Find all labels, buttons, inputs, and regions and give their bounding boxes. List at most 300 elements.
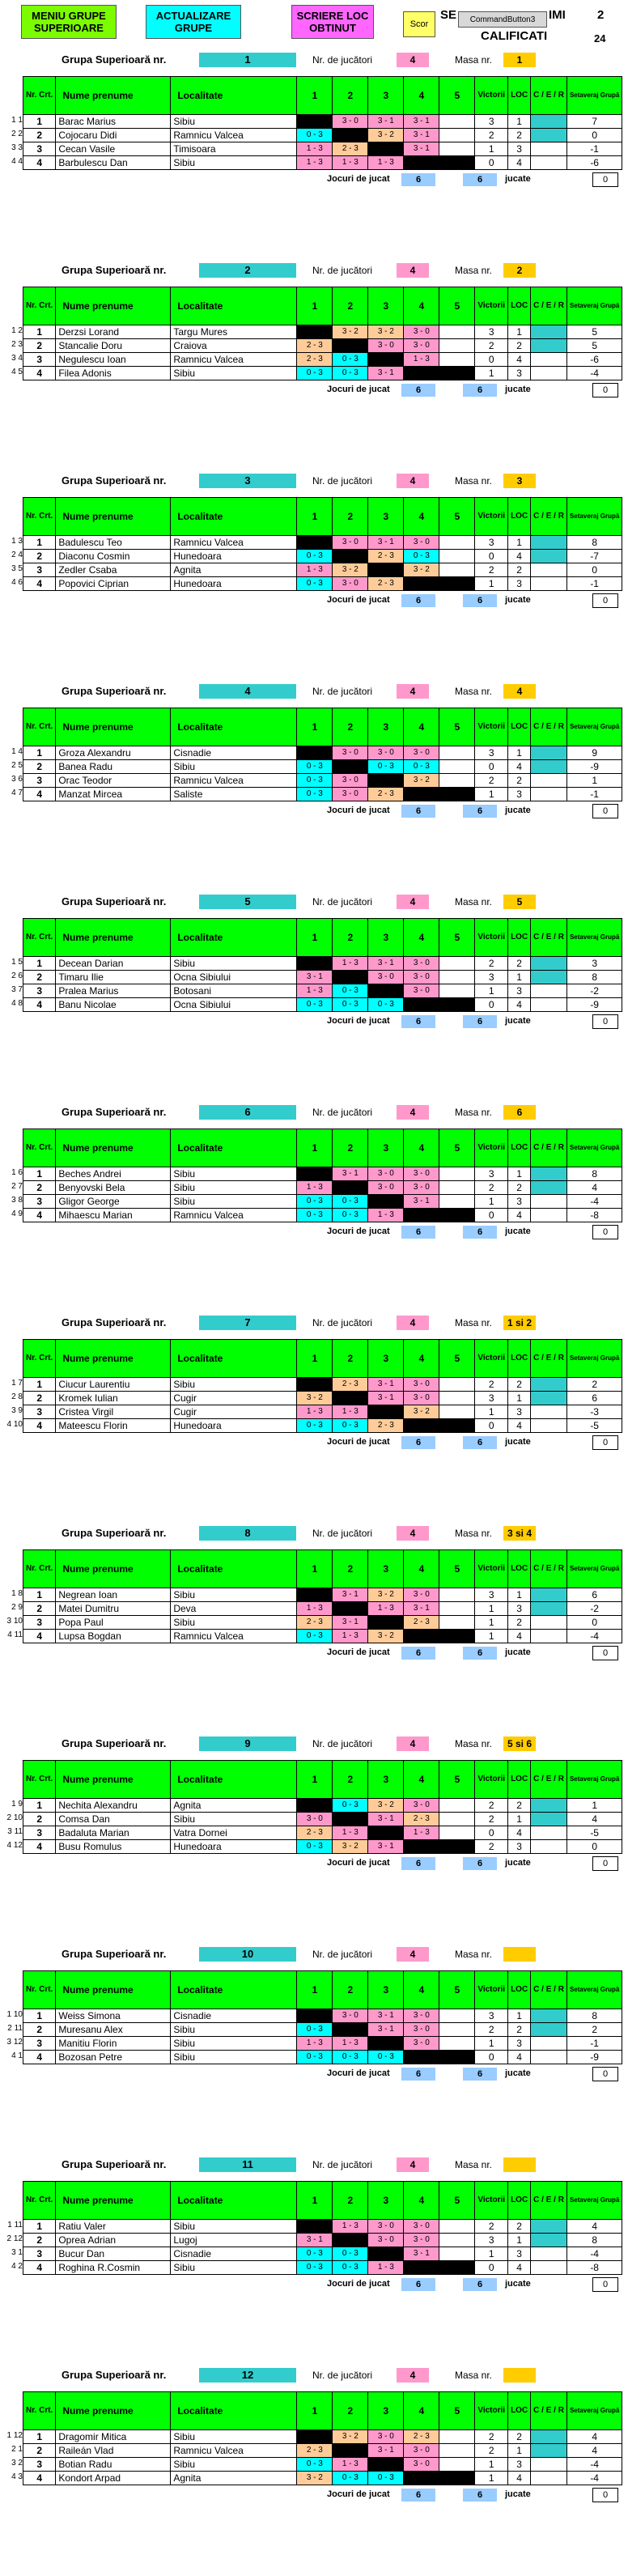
group-number[interactable]: 12 (199, 2368, 296, 2383)
score-cell[interactable]: 3 - 0 (404, 1392, 439, 1405)
score-cell[interactable]: 0 - 3 (297, 1209, 333, 1222)
locality-cell[interactable]: Ramnicu Valcea (171, 1630, 297, 1643)
locality-cell[interactable]: Sibiu (171, 156, 297, 170)
cer-cell[interactable] (531, 2458, 567, 2472)
score-cell[interactable]: 0 - 3 (297, 2261, 333, 2275)
score-cell[interactable]: 1 - 3 (297, 1602, 333, 1616)
score-cell[interactable]: 0 - 3 (297, 1840, 333, 1854)
cer-cell[interactable] (531, 1616, 567, 1630)
score-cell[interactable]: 0 - 3 (333, 998, 368, 1012)
cer-cell[interactable] (531, 367, 567, 380)
score-cell[interactable] (333, 971, 368, 984)
score-cell[interactable] (404, 1840, 439, 1854)
score-cell[interactable]: 1 - 3 (297, 2037, 333, 2051)
locality-cell[interactable]: Hunedoara (171, 1419, 297, 1433)
score-cell[interactable] (439, 1616, 475, 1630)
score-cell[interactable]: 3 - 2 (404, 563, 439, 577)
score-cell[interactable]: 1 - 3 (297, 984, 333, 998)
locality-cell[interactable]: Sibiu (171, 957, 297, 971)
score-cell[interactable]: 0 - 3 (297, 760, 333, 774)
score-cell[interactable] (297, 1167, 333, 1181)
score-cell[interactable]: 3 - 0 (404, 2023, 439, 2037)
score-cell[interactable]: 3 - 1 (368, 2444, 404, 2458)
score-cell[interactable] (368, 563, 404, 577)
players-count[interactable]: 4 (397, 684, 429, 699)
score-cell[interactable] (439, 1378, 475, 1392)
player-name-cell[interactable]: Benyovski Bela (56, 1181, 171, 1195)
player-name-cell[interactable]: Negrean Ioan (56, 1588, 171, 1602)
score-cell[interactable]: 3 - 0 (333, 2009, 368, 2023)
score-cell[interactable]: 0 - 3 (333, 2247, 368, 2261)
locality-cell[interactable]: Cisnadie (171, 2009, 297, 2023)
locality-cell[interactable]: Lugoj (171, 2234, 297, 2247)
cer-cell[interactable] (531, 746, 567, 760)
player-name-cell[interactable]: Orac Teodor (56, 774, 171, 788)
score-cell[interactable] (439, 746, 475, 760)
score-cell[interactable]: 1 - 3 (333, 156, 368, 170)
score-cell[interactable]: 3 - 0 (404, 1167, 439, 1181)
score-cell[interactable]: 3 - 0 (404, 2009, 439, 2023)
score-cell[interactable]: 2 - 3 (333, 1378, 368, 1392)
player-name-cell[interactable]: Cecan Vasile (56, 142, 171, 156)
score-cell[interactable]: 0 - 3 (297, 1630, 333, 1643)
score-cell[interactable] (333, 129, 368, 142)
score-cell[interactable] (439, 563, 475, 577)
score-cell[interactable] (439, 142, 475, 156)
player-name-cell[interactable]: Cojocaru Didi (56, 129, 171, 142)
table-number[interactable] (503, 2368, 536, 2383)
table-number[interactable]: 5 si 6 (503, 1736, 536, 1751)
score-cell[interactable]: 3 - 0 (404, 746, 439, 760)
player-name-cell[interactable]: Popovici Ciprian (56, 577, 171, 591)
group-number[interactable]: 10 (199, 1947, 296, 1962)
score-cell[interactable]: 3 - 1 (333, 1616, 368, 1630)
score-cell[interactable]: 3 - 0 (404, 2220, 439, 2234)
score-cell[interactable]: 2 - 3 (368, 577, 404, 591)
score-cell[interactable] (439, 2444, 475, 2458)
score-cell[interactable]: 2 - 3 (297, 1826, 333, 1840)
score-cell[interactable] (404, 2261, 439, 2275)
score-cell[interactable]: 3 - 0 (368, 1181, 404, 1195)
score-cell[interactable] (439, 2247, 475, 2261)
cer-cell[interactable] (531, 325, 567, 339)
locality-cell[interactable]: Sibiu (171, 1588, 297, 1602)
table-number[interactable]: 3 si 4 (503, 1526, 536, 1541)
table-number[interactable]: 3 (503, 474, 536, 488)
locality-cell[interactable]: Sibiu (171, 2261, 297, 2275)
locality-cell[interactable]: Sibiu (171, 2037, 297, 2051)
locality-cell[interactable]: Sibiu (171, 367, 297, 380)
player-name-cell[interactable]: Badaluta Marian (56, 1826, 171, 1840)
group-number[interactable]: 1 (199, 53, 296, 67)
score-cell[interactable] (333, 2023, 368, 2037)
cer-cell[interactable] (531, 2009, 567, 2023)
score-cell[interactable]: 2 - 3 (297, 1616, 333, 1630)
score-cell[interactable]: 3 - 2 (333, 325, 368, 339)
score-cell[interactable]: 3 - 2 (368, 325, 404, 339)
score-cell[interactable]: 1 - 3 (368, 156, 404, 170)
score-cell[interactable] (368, 1195, 404, 1209)
player-name-cell[interactable]: Timaru Ilie (56, 971, 171, 984)
score-cell[interactable]: 2 - 3 (297, 339, 333, 353)
score-cell[interactable] (439, 971, 475, 984)
score-cell[interactable] (439, 957, 475, 971)
score-cell[interactable]: 0 - 3 (333, 353, 368, 367)
score-cell[interactable]: 0 - 3 (297, 129, 333, 142)
score-cell[interactable] (368, 1826, 404, 1840)
score-cell[interactable] (333, 339, 368, 353)
cer-cell[interactable] (531, 2051, 567, 2064)
cer-cell[interactable] (531, 1167, 567, 1181)
score-cell[interactable] (439, 156, 475, 170)
score-cell[interactable] (439, 129, 475, 142)
score-cell[interactable]: 3 - 0 (404, 1799, 439, 1813)
score-cell[interactable]: 1 - 3 (297, 1405, 333, 1419)
player-name-cell[interactable]: Lupsa Bogdan (56, 1630, 171, 1643)
score-cell[interactable] (439, 2037, 475, 2051)
score-cell[interactable]: 3 - 0 (404, 536, 439, 550)
cer-cell[interactable] (531, 984, 567, 998)
group-number[interactable]: 11 (199, 2157, 296, 2172)
players-count[interactable]: 4 (397, 1736, 429, 1751)
score-cell[interactable] (439, 2009, 475, 2023)
score-cell[interactable] (297, 957, 333, 971)
score-cell[interactable]: 1 - 3 (333, 1826, 368, 1840)
cer-cell[interactable] (531, 156, 567, 170)
score-cell[interactable] (439, 774, 475, 788)
score-cell[interactable]: 3 - 0 (368, 339, 404, 353)
cer-cell[interactable] (531, 2444, 567, 2458)
score-cell[interactable]: 1 - 3 (333, 2037, 368, 2051)
score-cell[interactable]: 3 - 0 (368, 2220, 404, 2234)
player-name-cell[interactable]: Negulescu Ioan (56, 353, 171, 367)
score-cell[interactable] (333, 2444, 368, 2458)
score-cell[interactable]: 3 - 0 (404, 1588, 439, 1602)
score-cell[interactable]: 1 - 3 (333, 1405, 368, 1419)
scriere-loc-obtinut-button[interactable]: SCRIERE LOC OBTINUT (291, 5, 374, 39)
table-number[interactable]: 1 si 2 (503, 1316, 536, 1330)
player-name-cell[interactable]: Raileán Vlad (56, 2444, 171, 2458)
locality-cell[interactable]: Sibiu (171, 2458, 297, 2472)
score-cell[interactable]: 0 - 3 (333, 2261, 368, 2275)
score-cell[interactable]: 3 - 1 (404, 115, 439, 129)
players-count[interactable]: 4 (397, 2157, 429, 2172)
cer-cell[interactable] (531, 2472, 567, 2485)
score-cell[interactable]: 0 - 3 (297, 2458, 333, 2472)
score-cell[interactable]: 3 - 0 (368, 2234, 404, 2247)
score-cell[interactable]: 2 - 3 (368, 550, 404, 563)
score-cell[interactable]: 1 - 3 (404, 1826, 439, 1840)
score-cell[interactable] (439, 2458, 475, 2472)
score-cell[interactable]: 1 - 3 (297, 156, 333, 170)
score-cell[interactable] (439, 998, 475, 1012)
score-cell[interactable] (368, 353, 404, 367)
locality-cell[interactable]: Agnita (171, 2472, 297, 2485)
score-cell[interactable] (404, 1419, 439, 1433)
score-cell[interactable]: 3 - 1 (368, 2023, 404, 2037)
player-name-cell[interactable]: Stancalie Doru (56, 339, 171, 353)
cer-cell[interactable] (531, 788, 567, 801)
players-count[interactable]: 4 (397, 53, 429, 67)
score-cell[interactable] (368, 2037, 404, 2051)
score-cell[interactable]: 1 - 3 (297, 142, 333, 156)
score-cell[interactable]: 3 - 0 (404, 971, 439, 984)
player-name-cell[interactable]: Diaconu Cosmin (56, 550, 171, 563)
player-name-cell[interactable]: Groza Alexandru (56, 746, 171, 760)
score-cell[interactable]: 1 - 3 (368, 1602, 404, 1616)
table-number[interactable]: 1 (503, 53, 536, 67)
players-count[interactable]: 4 (397, 1105, 429, 1120)
cer-cell[interactable] (531, 1602, 567, 1616)
cer-cell[interactable] (531, 2234, 567, 2247)
table-number[interactable]: 6 (503, 1105, 536, 1120)
score-cell[interactable] (297, 2009, 333, 2023)
locality-cell[interactable]: Hunedoara (171, 550, 297, 563)
score-cell[interactable]: 1 - 3 (333, 957, 368, 971)
score-cell[interactable]: 3 - 2 (333, 2430, 368, 2444)
score-cell[interactable]: 3 - 1 (404, 2247, 439, 2261)
locality-cell[interactable]: Ramnicu Valcea (171, 129, 297, 142)
score-cell[interactable]: 3 - 2 (333, 563, 368, 577)
score-cell[interactable] (333, 2234, 368, 2247)
score-cell[interactable]: 2 - 3 (404, 1813, 439, 1826)
cer-cell[interactable] (531, 998, 567, 1012)
score-cell[interactable]: 3 - 0 (368, 2430, 404, 2444)
cer-cell[interactable] (531, 115, 567, 129)
score-cell[interactable] (439, 1840, 475, 1854)
cer-cell[interactable] (531, 1392, 567, 1405)
score-cell[interactable]: 2 - 3 (404, 2430, 439, 2444)
player-name-cell[interactable]: Roghina R.Cosmin (56, 2261, 171, 2275)
score-cell[interactable] (333, 1181, 368, 1195)
score-cell[interactable] (368, 1616, 404, 1630)
score-cell[interactable] (439, 1630, 475, 1643)
player-name-cell[interactable]: Ratiu Valer (56, 2220, 171, 2234)
locality-cell[interactable]: Vatra Dornei (171, 1826, 297, 1840)
score-cell[interactable]: 2 - 3 (297, 353, 333, 367)
score-cell[interactable]: 2 - 3 (368, 788, 404, 801)
score-cell[interactable]: 3 - 1 (368, 367, 404, 380)
score-cell[interactable] (297, 746, 333, 760)
group-number[interactable]: 2 (199, 263, 296, 278)
score-cell[interactable]: 3 - 0 (368, 746, 404, 760)
locality-cell[interactable]: Saliste (171, 788, 297, 801)
score-cell[interactable]: 1 - 3 (333, 2458, 368, 2472)
group-number[interactable]: 9 (199, 1736, 296, 1751)
score-cell[interactable] (439, 550, 475, 563)
score-cell[interactable] (439, 984, 475, 998)
score-cell[interactable]: 1 - 3 (333, 2220, 368, 2234)
score-cell[interactable]: 3 - 0 (404, 2234, 439, 2247)
score-cell[interactable] (297, 115, 333, 129)
score-cell[interactable] (404, 2472, 439, 2485)
locality-cell[interactable]: Ramnicu Valcea (171, 536, 297, 550)
score-cell[interactable]: 2 - 3 (368, 1419, 404, 1433)
group-number[interactable]: 4 (199, 684, 296, 699)
player-name-cell[interactable]: Pralea Marius (56, 984, 171, 998)
cer-cell[interactable] (531, 1378, 567, 1392)
score-cell[interactable] (439, 1419, 475, 1433)
score-cell[interactable]: 3 - 0 (404, 2458, 439, 2472)
score-cell[interactable]: 0 - 3 (297, 2247, 333, 2261)
score-cell[interactable] (404, 788, 439, 801)
score-cell[interactable] (368, 774, 404, 788)
player-name-cell[interactable]: Barac Marius (56, 115, 171, 129)
score-cell[interactable] (404, 2051, 439, 2064)
score-cell[interactable] (439, 2234, 475, 2247)
score-cell[interactable]: 0 - 3 (297, 1419, 333, 1433)
cer-cell[interactable] (531, 1405, 567, 1419)
score-cell[interactable]: 3 - 2 (297, 2472, 333, 2485)
score-cell[interactable] (333, 550, 368, 563)
cer-cell[interactable] (531, 577, 567, 591)
player-name-cell[interactable]: Decean Darian (56, 957, 171, 971)
score-cell[interactable] (439, 1826, 475, 1840)
cer-cell[interactable] (531, 1799, 567, 1813)
locality-cell[interactable]: Sibiu (171, 1167, 297, 1181)
group-number[interactable]: 7 (199, 1316, 296, 1330)
score-cell[interactable]: 3 - 0 (404, 957, 439, 971)
score-cell[interactable]: 0 - 3 (368, 760, 404, 774)
score-cell[interactable]: 3 - 0 (333, 536, 368, 550)
player-name-cell[interactable]: Busu Romulus (56, 1840, 171, 1854)
score-cell[interactable]: 3 - 1 (368, 1378, 404, 1392)
score-cell[interactable] (439, 1195, 475, 1209)
player-name-cell[interactable]: Matei Dumitru (56, 1602, 171, 1616)
score-cell[interactable]: 0 - 3 (333, 2472, 368, 2485)
score-cell[interactable] (439, 325, 475, 339)
player-name-cell[interactable]: Popa Paul (56, 1616, 171, 1630)
score-cell[interactable]: 0 - 3 (368, 998, 404, 1012)
cer-cell[interactable] (531, 971, 567, 984)
score-cell[interactable]: 0 - 3 (297, 550, 333, 563)
score-cell[interactable] (439, 760, 475, 774)
score-cell[interactable]: 3 - 1 (368, 115, 404, 129)
score-cell[interactable]: 3 - 1 (333, 1588, 368, 1602)
players-count[interactable]: 4 (397, 1316, 429, 1330)
player-name-cell[interactable]: Banea Radu (56, 760, 171, 774)
group-number[interactable]: 8 (199, 1526, 296, 1541)
score-cell[interactable]: 0 - 3 (297, 577, 333, 591)
score-cell[interactable]: 3 - 2 (333, 1840, 368, 1854)
score-cell[interactable]: 1 - 3 (297, 563, 333, 577)
score-cell[interactable] (333, 760, 368, 774)
players-count[interactable]: 4 (397, 263, 429, 278)
score-cell[interactable]: 1 - 3 (368, 2261, 404, 2275)
locality-cell[interactable]: Sibiu (171, 2430, 297, 2444)
score-cell[interactable] (439, 2051, 475, 2064)
locality-cell[interactable]: Sibiu (171, 115, 297, 129)
score-cell[interactable]: 3 - 0 (404, 984, 439, 998)
score-cell[interactable]: 3 - 2 (368, 129, 404, 142)
locality-cell[interactable]: Craiova (171, 339, 297, 353)
score-cell[interactable] (404, 998, 439, 1012)
score-cell[interactable]: 3 - 0 (368, 1167, 404, 1181)
player-name-cell[interactable]: Filea Adonis (56, 367, 171, 380)
score-cell[interactable] (404, 1630, 439, 1643)
locality-cell[interactable]: Targu Mures (171, 325, 297, 339)
score-cell[interactable] (439, 367, 475, 380)
score-cell[interactable]: 1 - 3 (368, 1209, 404, 1222)
cer-cell[interactable] (531, 353, 567, 367)
score-cell[interactable] (439, 1813, 475, 1826)
locality-cell[interactable]: Botosani (171, 984, 297, 998)
score-cell[interactable]: 3 - 1 (297, 2234, 333, 2247)
player-name-cell[interactable]: Kromek Iulian (56, 1392, 171, 1405)
locality-cell[interactable]: Hunedoara (171, 1840, 297, 1854)
cer-cell[interactable] (531, 563, 567, 577)
score-cell[interactable] (439, 577, 475, 591)
score-cell[interactable] (368, 1405, 404, 1419)
locality-cell[interactable]: Ramnicu Valcea (171, 2444, 297, 2458)
cer-cell[interactable] (531, 1840, 567, 1854)
player-name-cell[interactable]: Dragomir Mitica (56, 2430, 171, 2444)
players-count[interactable]: 4 (397, 2368, 429, 2383)
locality-cell[interactable]: Sibiu (171, 1616, 297, 1630)
table-number[interactable]: 4 (503, 684, 536, 699)
score-cell[interactable]: 3 - 2 (368, 1630, 404, 1643)
score-cell[interactable]: 3 - 0 (404, 1378, 439, 1392)
player-name-cell[interactable]: Zedler Csaba (56, 563, 171, 577)
score-cell[interactable]: 0 - 3 (333, 1209, 368, 1222)
score-cell[interactable] (404, 577, 439, 591)
player-name-cell[interactable]: Gligor George (56, 1195, 171, 1209)
locality-cell[interactable]: Sibiu (171, 1181, 297, 1195)
player-name-cell[interactable]: Nechita Alexandru (56, 1799, 171, 1813)
locality-cell[interactable]: Agnita (171, 563, 297, 577)
locality-cell[interactable]: Sibiu (171, 1813, 297, 1826)
locality-cell[interactable]: Timisoara (171, 142, 297, 156)
cer-cell[interactable] (531, 1209, 567, 1222)
cer-cell[interactable] (531, 536, 567, 550)
locality-cell[interactable]: Sibiu (171, 2220, 297, 2234)
score-cell[interactable]: 3 - 2 (404, 774, 439, 788)
player-name-cell[interactable]: Cristea Virgil (56, 1405, 171, 1419)
group-number[interactable]: 5 (199, 895, 296, 909)
score-cell[interactable] (439, 1181, 475, 1195)
locality-cell[interactable]: Cisnadie (171, 2247, 297, 2261)
score-cell[interactable]: 0 - 3 (404, 760, 439, 774)
score-cell[interactable]: 0 - 3 (333, 984, 368, 998)
score-cell[interactable]: 2 - 3 (297, 2444, 333, 2458)
locality-cell[interactable]: Ocna Sibiului (171, 998, 297, 1012)
score-cell[interactable]: 3 - 2 (404, 1405, 439, 1419)
score-cell[interactable]: 0 - 3 (333, 1799, 368, 1813)
score-cell[interactable]: 0 - 3 (297, 788, 333, 801)
score-cell[interactable]: 0 - 3 (297, 774, 333, 788)
locality-cell[interactable]: Cugir (171, 1392, 297, 1405)
score-cell[interactable] (404, 1209, 439, 1222)
cer-cell[interactable] (531, 1813, 567, 1826)
table-number[interactable]: 5 (503, 895, 536, 909)
score-cell[interactable]: 3 - 0 (333, 788, 368, 801)
score-cell[interactable]: 0 - 3 (333, 1419, 368, 1433)
score-cell[interactable]: 3 - 0 (404, 1181, 439, 1195)
table-number[interactable] (503, 2157, 536, 2172)
player-name-cell[interactable]: Mateescu Florin (56, 1419, 171, 1433)
player-name-cell[interactable]: Ciucur Laurentiu (56, 1378, 171, 1392)
score-cell[interactable] (439, 353, 475, 367)
score-cell[interactable]: 2 - 3 (404, 1616, 439, 1630)
score-cell[interactable] (439, 2430, 475, 2444)
score-cell[interactable]: 0 - 3 (333, 2051, 368, 2064)
table-number[interactable] (503, 1947, 536, 1962)
player-name-cell[interactable]: Derzsi Lorand (56, 325, 171, 339)
player-name-cell[interactable]: Botian Radu (56, 2458, 171, 2472)
score-cell[interactable]: 3 - 1 (368, 957, 404, 971)
player-name-cell[interactable]: Manitiu Florin (56, 2037, 171, 2051)
score-cell[interactable] (297, 2430, 333, 2444)
